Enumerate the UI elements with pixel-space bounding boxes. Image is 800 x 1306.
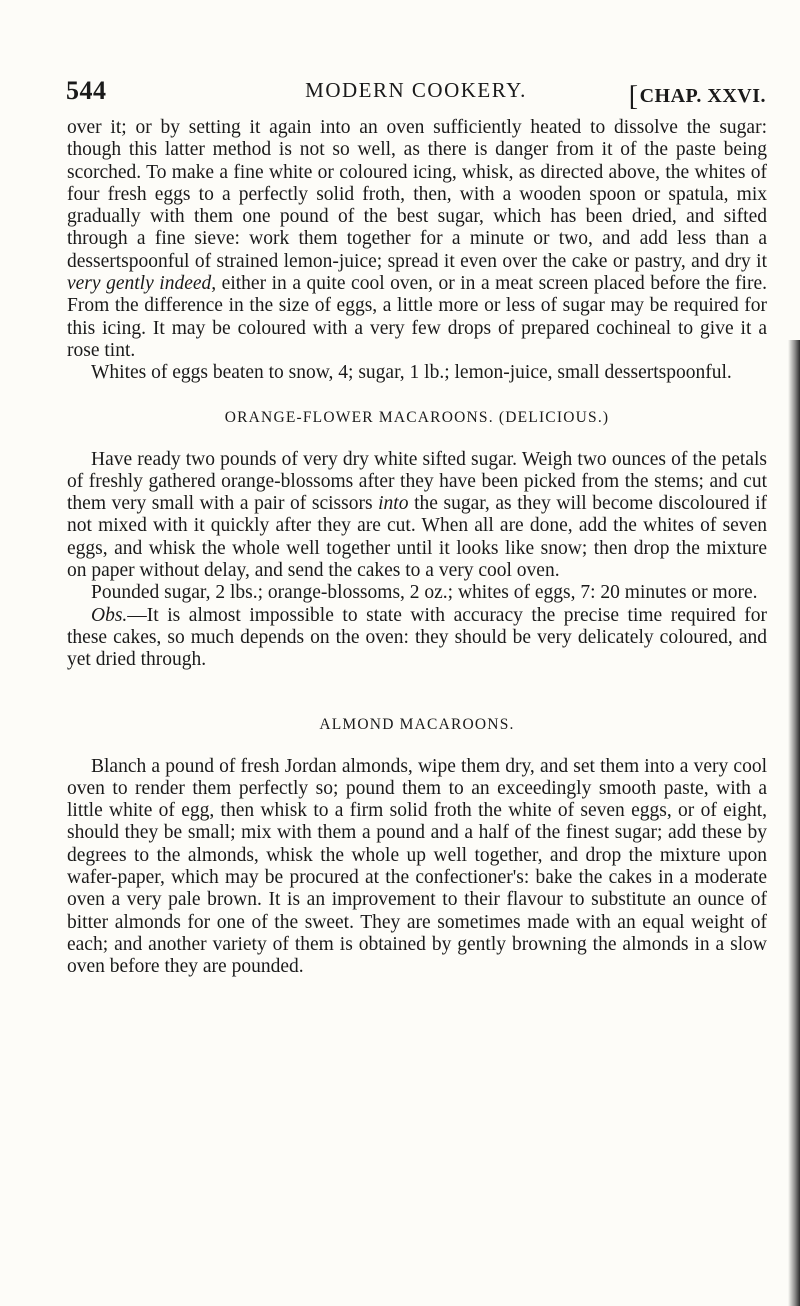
orange-text-end: the sugar, as they will become discoloured if not mixed with it quickly after they are cut. When all are done, add the whites of seven eggs, and whisk the whole well together until it looks like snow; then drop the mixture on paper without delay, and send the cakes to a very cool oven. [67, 493, 767, 582]
page-edge-shadow [788, 340, 800, 1306]
orange-emphasis: into [378, 493, 409, 515]
chapter-reference [629, 78, 766, 110]
icing-paragraph [67, 117, 767, 362]
page-header [66, 76, 766, 112]
orange-method-paragraph [67, 449, 767, 583]
orange-observation [67, 605, 767, 672]
orange-text-start: Have ready two pounds of very dry white sifted sugar. Weigh two ounces of the petals of freshly gathered orange-blossoms after they have been picked from the stems; and cut them very small with a pair of scissors [67, 448, 767, 515]
orange-heading-note: (DELICIOUS.) [498, 408, 610, 426]
icing-emphasis: very gently indeed, [67, 273, 217, 295]
chapter-bracket: [ [628, 81, 639, 112]
icing-text-end: either in a quite cool oven, or in a meat screen placed before the fire. From the difference in the size of eggs, a little more or less of sugar may be required for this icing. It may be coloured with a very few drops of prepared cochineal to give it a rose tint. [67, 273, 767, 361]
page-body [67, 117, 767, 979]
almond-method-paragraph: Blanch a pound of fresh Jordan almonds, wipe them dry, and set them into a very cool oven to render them perfectly so; pound them to an exceedingly smooth paste, with a little white of egg, then whisk to a firm solid froth the white of seven eggs, or of eight, should they be small; mix with them a pound and a half of the finest sugar; add these by degrees to the almonds, whisk the whole up well together, and drop the mixture upon wafer-paper, which may be procured at the confectioner's: bake the cakes in a moderate oven a very pale brown. It is an improvement to their flavour to substitute an ounce of bitter almonds for one of the sweet. They are sometimes made with an equal weight of each; and another variety of them is obtained by gently browning the almonds in a slow oven before they are pounded. [67, 755, 767, 978]
obs-text: —It is almost impossible to state with accuracy the precise time required for these cakes, so much depends on the oven: they should be very delicately coloured, and yet dried through. [67, 604, 767, 671]
obs-label: Obs. [91, 604, 128, 626]
icing-text-start: over it; or by setting it again into an oven sufficiently heated to dissolve the sugar: though this latter method is not so well, as there is danger from it of the paste being scorched. To make a fine white or coloured icing, whisk, as directed above, the whites of four fresh eggs to a perfectly solid froth, then, with a wooden spoon or spatula, mix gradually with them one pound of the best sugar, which has been dried, and sifted through a fine sieve: work them together for a minute or two, and add less than a dessertspoonful of strained lemon-juice; spread it even over the cake or pastry, and dry it [67, 117, 767, 272]
running-head: MODERN COOKERY. [305, 78, 527, 102]
almond-macaroons-heading: ALMOND MACAROONS. [319, 715, 515, 733]
icing-summary: Whites of eggs beaten to snow, 4; sugar, 1 lb.; lemon-juice, small dessertspoonful. [91, 362, 732, 384]
orange-flower-macaroons-heading [67, 409, 767, 427]
chapter-label: CHAP. XXVI. [639, 85, 766, 107]
orange-heading-title: ORANGE-FLOWER MACAROONS. [224, 408, 494, 426]
page-number: 544 [66, 76, 107, 105]
orange-summary: Pounded sugar, 2 lbs.; orange-blossoms, 2 oz.; whites of eggs, 7: 20 minutes or more. [91, 582, 758, 604]
